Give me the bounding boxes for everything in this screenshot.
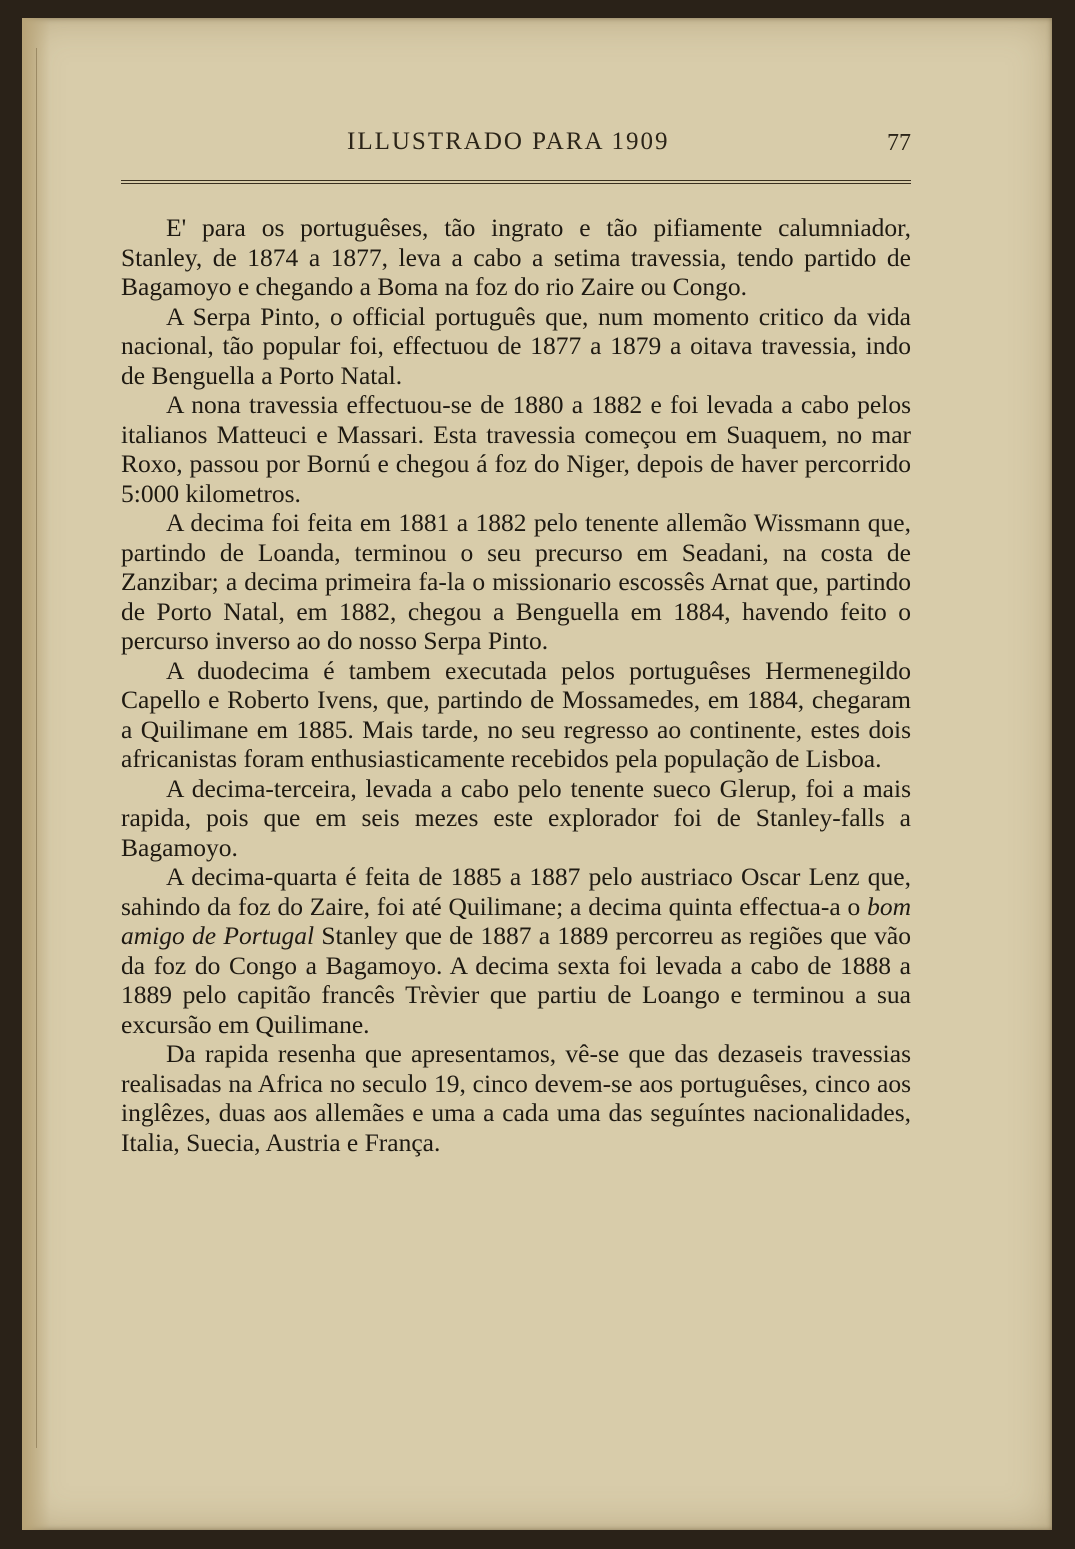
paragraph-2: A Serpa Pinto, o official português que, num momento critico da vida nacional, tão popular foi, effectuou de 1877 a 1879 a oitava travessia, indo de Benguella a Porto Natal. [121,301,911,390]
paragraph-5: A duodecima é tambem executada pelos portuguêses Hermenegildo Capello e Roberto Ivens, que, partindo de Mossamedes, em 1884, chegaram a Quilimane em 1885. Mais tarde, no seu regresso ao continente, estes dois africanistas foram enthusiasticamente recebidos pela população de Lisboa. [121,655,911,773]
page-number: 77 [887,130,911,156]
paragraph-8: Da rapida resenha que apresentamos, vê-se que das dezaseis travessias realisadas na Africa no seculo 19, cinco devem-se aos portuguêses, cinco aos inglêzes, duas aos allemães e uma a cada uma das seguíntes nacionalidades, Italia, Suecia, Austria e França. [121,1039,911,1157]
paragraph-7 [121,862,911,1039]
paragraph-7-end: Stanley que de 1887 a 1889 percorreu as regiões que vão da foz do Congo a Bagamoyo. A decima sexta foi levada a cabo de 1888 a 1889 pelo capitão francês Trèvier que partiu de Loango e terminou a sua excursão em Quilimane. [121,921,911,1039]
paragraph-6: A decima-terceira, levada a cabo pelo tenente sueco Glerup, foi a mais rapida, pois que em seis mezes este explorador foi de Stanley-falls a Bagamoyo. [121,773,911,862]
header-rule [121,180,911,184]
paragraph-3: A nona travessia effectuou-se de 1880 a 1882 e foi levada a cabo pelos italianos Matteuci e Massari. Esta travessia começou em Suaquem, no mar Roxo, passou por Bornú e chegou á foz do Niger, depois de haver percorrido 5:000 kilometros. [121,390,911,508]
page-header [121,128,911,168]
running-title: ILLUSTRADO PARA 1909 [347,128,670,155]
body-text [121,213,911,1157]
paragraph-1: E' para os portuguêses, tão ingrato e tão pifiamente calumniador, Stanley, de 1874 a 1877, leva a cabo a setima travessia, tendo partido de Bagamoyo e chegando a Boma na foz do rio Zaire ou Congo. [121,213,911,301]
paragraph-4: A decima foi feita em 1881 a 1882 pelo tenente allemão Wissmann que, partindo de Loanda, terminou o seu precurso em Seadani, na costa de Zanzibar; a decima primeira fa-la o missionario escossês Arnat que, partindo de Porto Natal, em 1882, chegou a Benguella em 1884, havendo feito o percurso inverso ao do nosso Serpa Pinto. [121,508,911,655]
italic-phrase: bom amigo de Portugal [121,891,911,950]
gutter-crease [36,48,37,1448]
paragraph-7-start: A decima-quarta é feita de 1885 a 1887 pelo austriaco Oscar Lenz que, sahindo da foz do Zaire, foi até Quilimane; a decima quinta effectua-a o [121,862,911,921]
